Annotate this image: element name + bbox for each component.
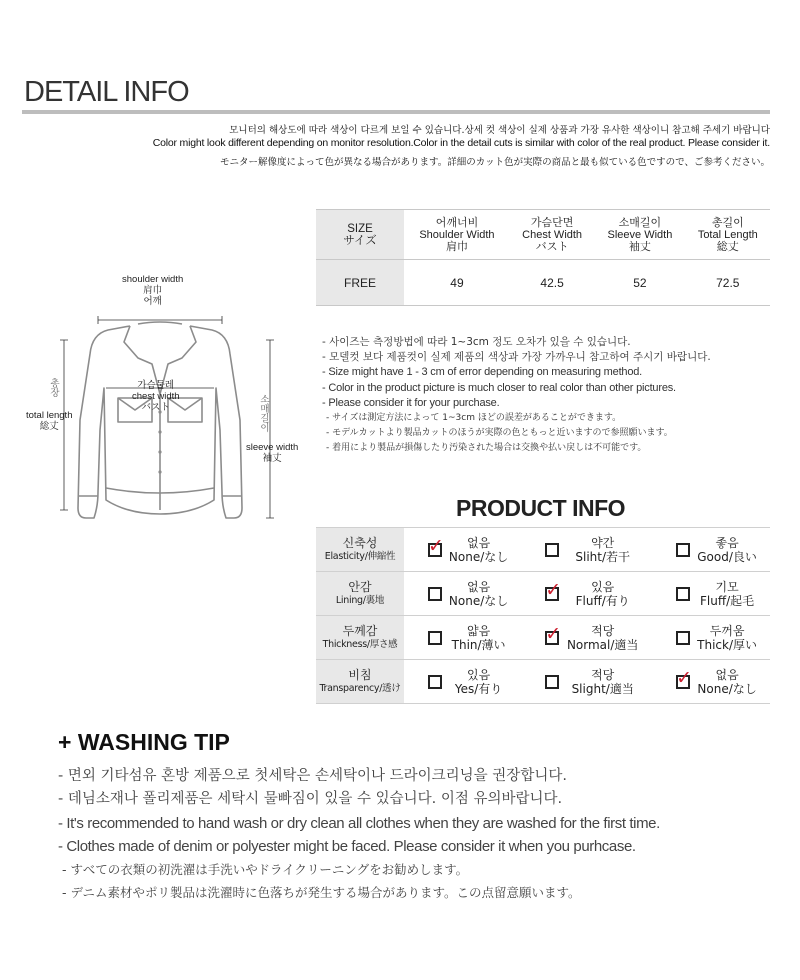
shoulder-label-jp: 肩巾 [143,285,163,296]
option-cell [404,572,521,616]
product-info-row [316,660,770,704]
checkbox-icon [676,543,690,557]
col-label-jp: 総丈 [716,240,739,253]
chest-label [132,380,180,413]
option-text-other: None/なし [448,593,509,608]
product-info-row [316,616,770,660]
size-value: FREE [316,260,404,306]
col-label-ko: 어깨너비 [435,216,479,229]
option-text-ko: 약간 [591,535,615,550]
sleeve-label-en: sleeve width [246,442,299,453]
chest-label-jp: バスト [141,402,171,413]
washing-line: - 면외 기타섬유 혼방 제품으로 첫세탁은 손세탁이나 드라이크리닝을 권장합니다. [58,768,567,784]
note-line: - Size might have 1 - 3 cm of error depending on measuring method. [322,366,643,379]
note-line: - 사이즈는 측정방법에 따라 1~3cm 정도 오차가 있을 수 있습니다. [322,336,631,348]
option-text-ko: 좋음 [715,535,739,550]
size-table [316,209,770,306]
total-length-label-en: total length [26,410,73,421]
title-divider [22,110,770,114]
size-row-free [316,260,770,306]
option-text-ko: 적당 [591,667,615,682]
option-cell [521,528,652,572]
washing-line: - デニム素材やポリ製品は洗濯時に色落ちが発生する場合があります。この点留意願います。 [62,885,581,901]
washing-line: - It's recommended to hand wash or dry clean all clothes when they are washed for the first time. [58,814,660,832]
col-sleeve [594,210,685,260]
option [652,528,770,571]
product-info-title: PRODUCT INFO [456,495,626,521]
option [404,660,521,703]
option [521,528,652,571]
option-text-ko: 적당 [591,623,615,638]
option [652,572,770,615]
product-info-row [316,528,770,572]
washing-tip-title: + WASHING TIP [58,729,230,755]
attribute-label [316,572,404,616]
checkbox-icon [545,622,562,645]
size-label-jp: サイズ [343,234,377,247]
attribute-label-ko: 비침 [348,667,372,682]
washing-line: - すべての衣類の初洗濯は手洗いやドライクリーニングをお勧めします。 [62,862,469,878]
shoulder-label [122,274,183,307]
checkbox-icon [676,666,693,689]
length-value: 72.5 [686,260,770,306]
col-label-jp: バスト [535,240,569,253]
checkbox-icon [545,543,559,557]
col-chest [510,210,594,260]
color-notice-ko: 모니터의 해상도에 따라 색상이 다르게 보일 수 있습니다.상세 컷 색상이 실제 상품과 가장 유사한 색상이니 참고해 주세기 바랍니다 [229,125,770,136]
sleeve-label [246,442,298,464]
size-label-cell [316,210,404,260]
option-text-other: None/なし [697,681,757,696]
total-length-label-ko: 총장 [48,378,59,397]
option-text [559,580,646,608]
note-line: - モデルカットより製品カットのほうが実際の色ともっと近いますので参照願います。 [326,428,673,439]
checkbox-icon [428,534,444,557]
size-notes [322,335,711,457]
option-text-ko: 없음 [715,667,739,682]
washing-line: - 데님소재나 폴리제품은 세탁시 물빠짐이 있을 수 있습니다. 이점 유의바랍니다. [58,791,563,808]
chest-label-en: chest width [132,391,180,402]
red-check-icon: ✓ [428,534,444,557]
red-check-icon: ✓ [676,666,693,689]
option-cell [521,572,652,616]
option-cell [404,528,521,572]
sleeve-label-ko: 소매길이 [258,394,269,432]
checkbox-icon [676,587,690,601]
option-cell [652,660,770,704]
option-text [690,536,764,564]
option-text [690,580,764,608]
option-text-other: Normal/適当 [566,637,639,652]
option-text-other: Yes/有り [454,681,503,696]
option-text [690,624,764,652]
option-text-ko: 없음 [467,535,491,550]
option [521,572,652,615]
attribute-label-sub: Lining/裏地 [335,594,385,606]
checkbox-icon [545,578,562,601]
color-notice-jp: モニター解像度によって色が異なる場合があります。詳細のカット色が実際の商品と最も似ている色ですので、ご参考ください。 [220,157,770,168]
size-table-header [316,210,770,260]
option-text-ko: 있음 [591,579,615,594]
option-cell [521,660,652,704]
sleeve-value: 52 [594,260,685,306]
note-line: - Please consider it for your purchase. [322,396,500,409]
option [652,660,770,703]
option-cell [521,616,652,660]
option [521,660,652,703]
option-text-ko: 없음 [467,579,491,594]
col-shoulder [404,210,510,260]
option-cell [652,528,770,572]
col-label-en: Chest Width [522,228,583,241]
checkbox-icon [428,631,442,645]
note-line: - 着用により製品が損傷したり汚染された場合は交換や払い戻しは不可能です。 [326,443,647,454]
option-text-ko: 있음 [467,667,491,682]
option-cell [404,616,521,660]
option-text-other: Good/良い [697,549,757,564]
note-line: - Color in the product picture is much closer to real color than other pictures. [322,381,676,394]
product-info-table [316,527,770,704]
option-text-other: Thick/厚い [697,637,758,652]
product-info-row [316,572,770,616]
option [404,572,521,615]
red-check-icon: ✓ [545,622,562,645]
attribute-label [316,528,404,572]
shoulder-label-ko: 어깨 [143,296,162,307]
option-text [559,536,646,564]
option-text-other: Fluff/起毛 [700,593,755,608]
total-length-label-jp: 総丈 [39,421,59,432]
col-label-en: Sleeve Width [607,228,673,241]
checkbox-icon [428,587,442,601]
option-text-other: Fluff/有り [575,593,630,608]
col-label-en: Shoulder Width [419,228,495,241]
option-text-other: Sliht/若干 [575,549,631,564]
option-text-other: None/なし [448,549,509,564]
option-text [442,624,515,652]
measurement-diagram [20,270,310,540]
option-text-ko: 두꺼움 [709,623,745,638]
option-text-other: Thin/薄い [451,637,506,652]
shoulder-value: 49 [404,260,510,306]
chest-value: 42.5 [510,260,594,306]
col-label-jp: 肩巾 [445,240,468,253]
option-text-ko: 얇음 [467,623,491,638]
option-text [442,536,515,564]
washing-line: - Clothes made of denim or polyester might be faced. Please consider it when you purhcase. [58,837,636,855]
attribute-label-sub: Elasticity/伸縮性 [324,550,396,562]
color-notice-en: Color might look different depending on monitor resolution.Color in the detail cuts is similar with color of the real product. Please consider it. [152,137,770,149]
col-length [686,210,770,260]
attribute-label-sub: Thickness/厚さ感 [322,638,398,650]
shoulder-label-en: shoulder width [122,274,184,285]
option-cell [652,572,770,616]
attribute-label-ko: 안감 [348,579,372,594]
note-line: - 모델컷 보다 제품컷이 실제 제품의 색상과 가장 가까우니 참고하여 주시기 바랍니다. [322,351,711,364]
option [404,528,521,571]
attribute-label-sub: Transparency/透け [319,682,401,694]
size-label-ko: SIZE [347,222,373,235]
checkbox-icon [428,675,442,689]
option [652,616,770,659]
option [521,616,652,659]
note-line: - サイズは測定方法によって 1~3cm ほどの誤差があることができます。 [326,413,622,424]
option-text [442,668,515,696]
option-cell [652,616,770,660]
option-text [442,580,515,608]
option [404,616,521,659]
option-text-other: Slight/適当 [571,681,634,696]
attribute-label-ko: 두께감 [342,623,378,638]
sleeve-label-jp: 袖丈 [262,453,282,464]
attribute-label [316,660,404,704]
checkbox-icon [676,631,690,645]
option-text-ko: 기모 [715,579,739,594]
col-label-jp: 袖丈 [628,240,651,253]
attribute-label [316,616,404,660]
chest-label-ko: 가슴둘레 [137,380,175,391]
option-text [690,668,764,696]
col-label-en: Total Length [697,228,758,241]
col-label-ko: 소매길이 [618,216,662,229]
option-text [559,624,646,652]
washing-tip-list [58,765,660,905]
col-label-ko: 총길이 [711,216,744,229]
red-check-icon: ✓ [545,578,562,601]
option-text [559,668,646,696]
page-title: DETAIL INFO [24,76,189,108]
total-length-label [26,410,72,432]
checkbox-icon [545,675,559,689]
attribute-label-ko: 신축성 [342,535,378,550]
col-label-ko: 가슴단면 [530,216,574,229]
option-cell [404,660,521,704]
